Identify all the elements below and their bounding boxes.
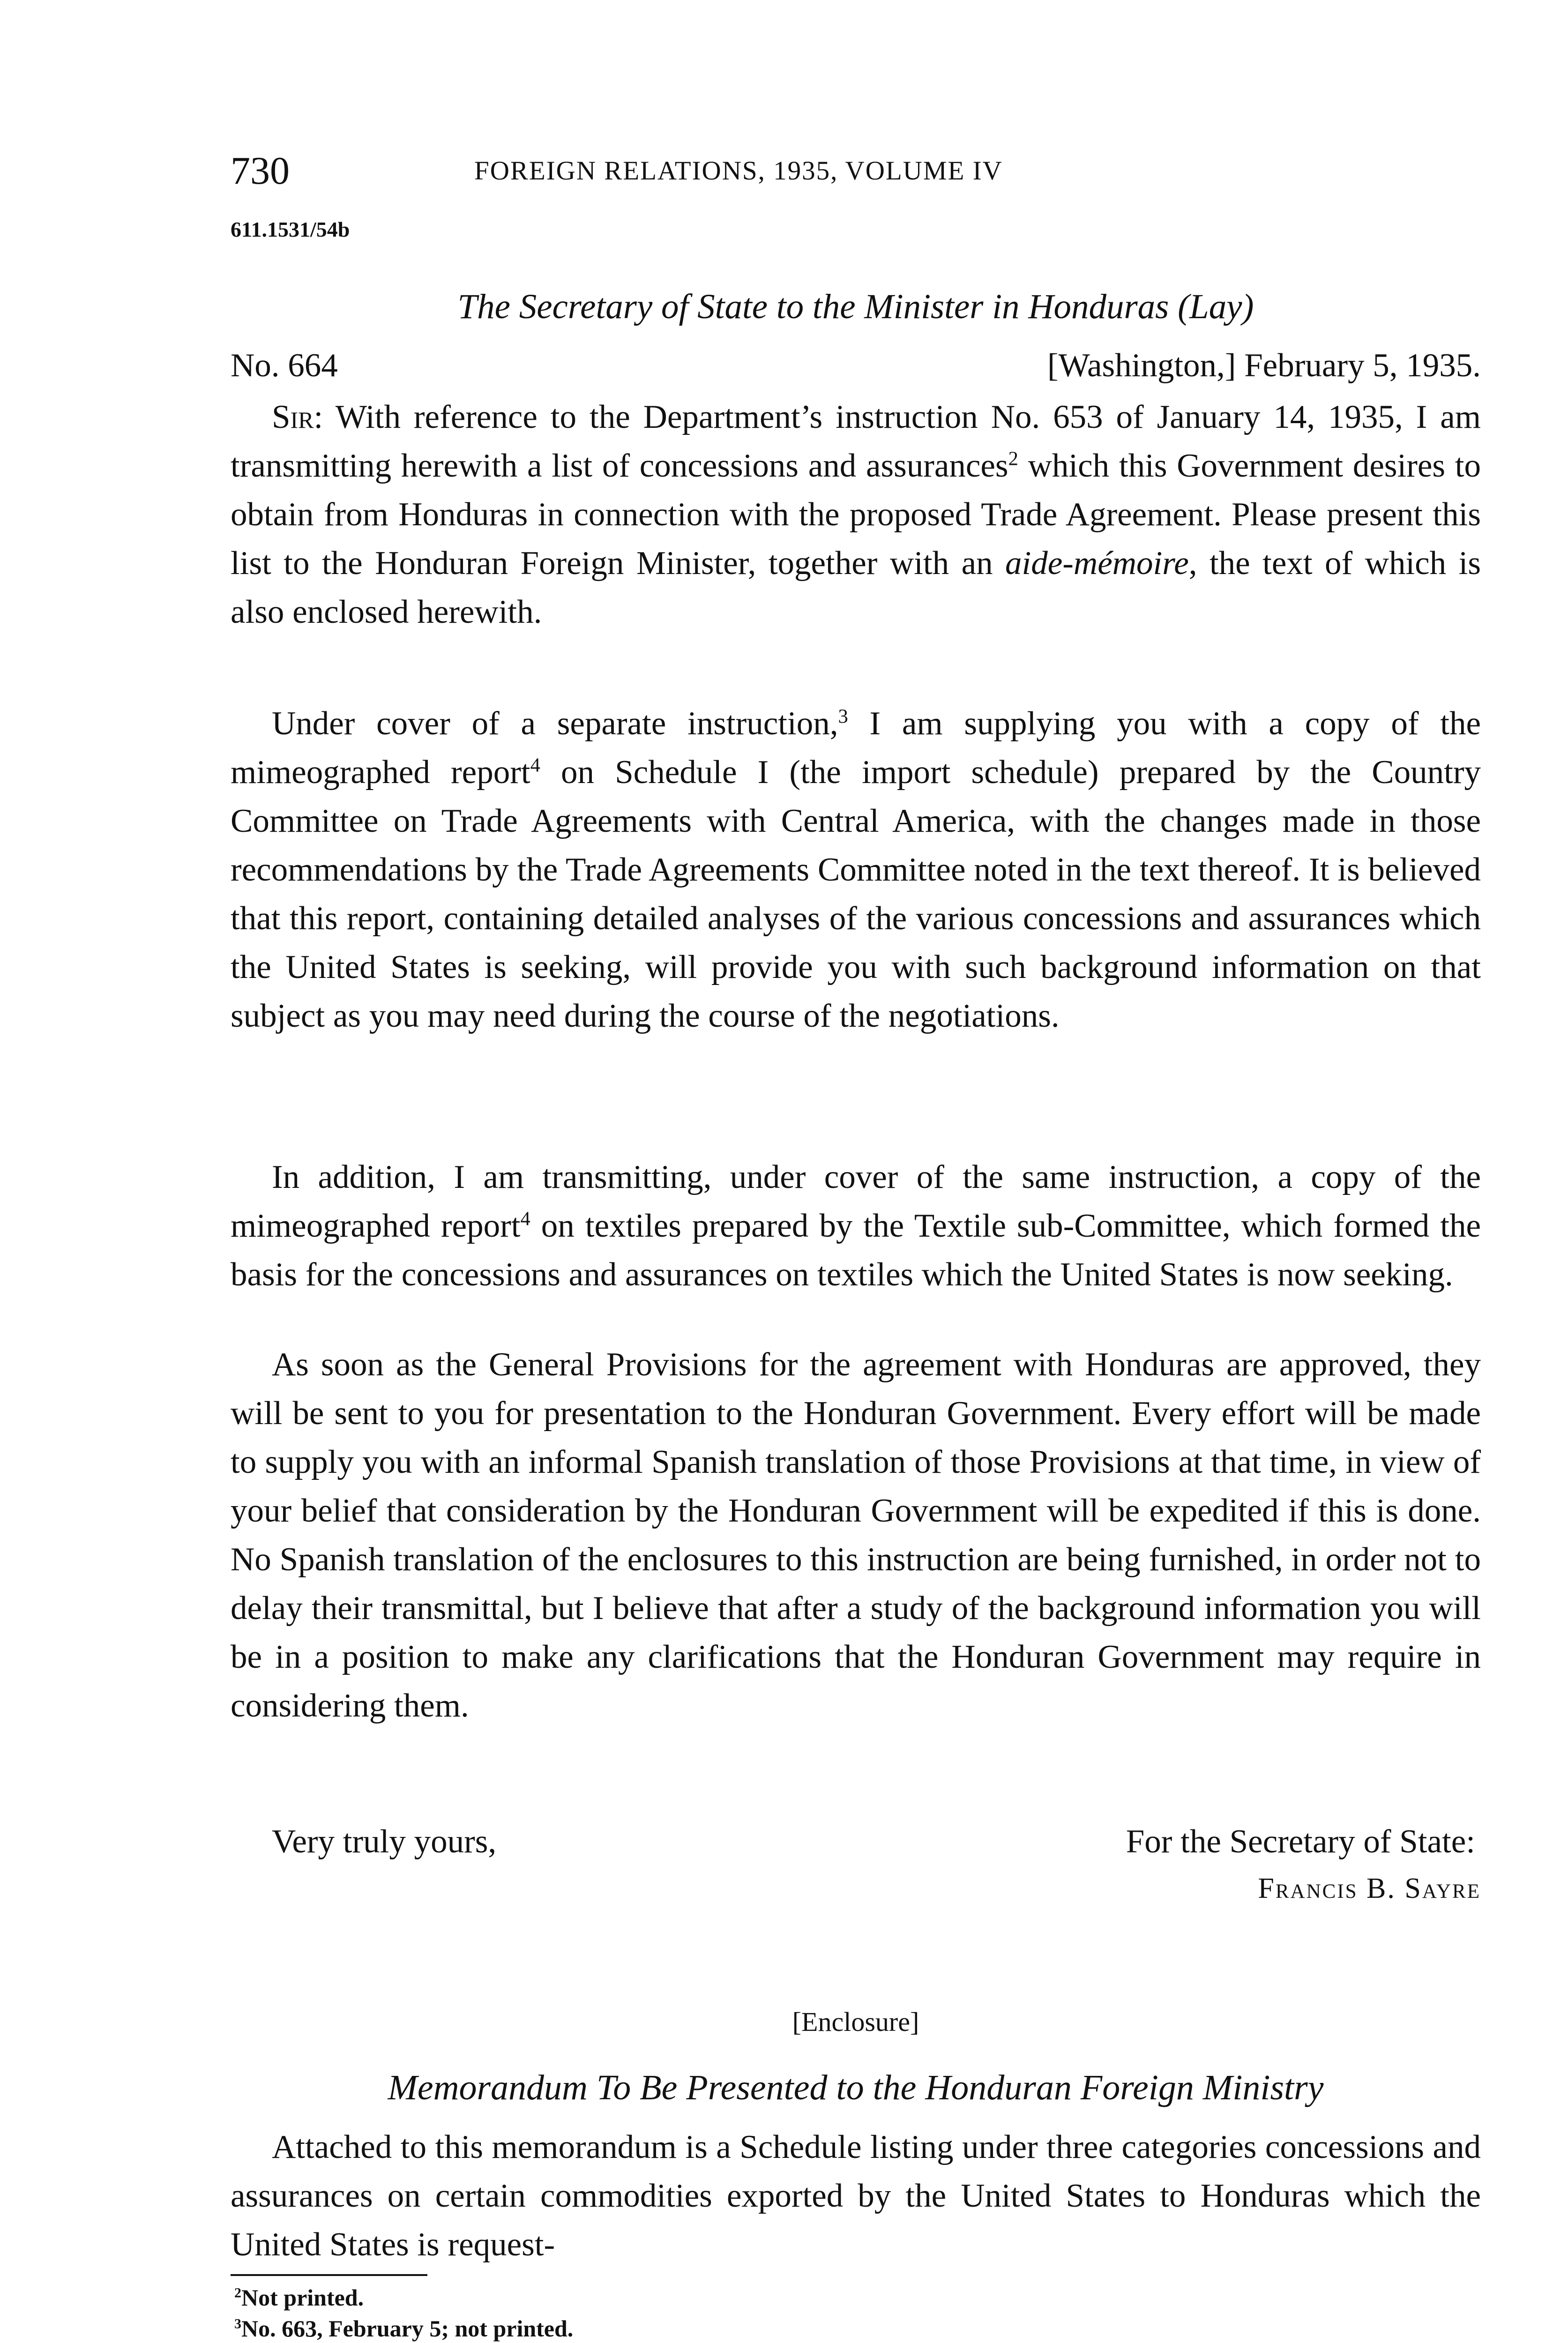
footnote-marker: 3 (234, 2316, 241, 2332)
footnote-ref: 4 (530, 754, 540, 776)
salutation: Sir: (272, 399, 323, 435)
footnote-ref: 3 (838, 705, 848, 728)
paragraph-text: As soon as the General Provisions for the agreement with Honduras are approved, they will be sent to you for presentation to the Honduran Government. Every effort will be made to supply you with an informal Spanish translation of those Provisions at that time, in view of your belief that consideration by the Honduran Government will be expedited if this is done. No Spanish translation of the enclosures to this instruction are being furnished, in order not to delay their transmittal, but I believe that after a study of the background information you will be in a position to make any clarifications that the Honduran Government may require in considering them. (231, 1346, 1481, 1724)
page-number: 730 (231, 149, 290, 193)
footnote-ref: 4 (520, 1208, 530, 1230)
paragraph-text: on textiles prepared by the Textile sub-Committee, which formed the basis for the concessions and assurances on textiles which the United States is now seeking. (231, 1208, 1481, 1293)
footnote-ref: 2 (1008, 448, 1018, 470)
complimentary-close: Very truly yours, (272, 1823, 497, 1860)
paragraph-1 (231, 393, 1481, 636)
paragraph-text: which this Government desires to obtain from Honduras in connection with the proposed Trade Agreement. Please present this list to the Honduran Foreign Minister, together with an (231, 448, 1481, 582)
footnote-text: No. 663, February 5; not printed. (241, 2315, 574, 2342)
instruction-number: No. 664 (231, 347, 338, 384)
paragraph-text: Under cover of a separate instruction, (272, 705, 838, 742)
signature-line: For the Secretary of State: (1126, 1823, 1475, 1860)
memo-paragraph (231, 2123, 1481, 2269)
enclosure-label: [Enclosure] (792, 2007, 919, 2037)
document-heading: The Secretary of State to the Minister in Honduras (Lay) (457, 287, 1254, 326)
place-date: [Washington,] February 5, 1935. (1047, 347, 1481, 384)
footnote-text: Not printed. (241, 2284, 364, 2311)
paragraph-4 (231, 1340, 1481, 1730)
paragraph-text: I am supplying you with a copy of the mimeographed report (231, 705, 1481, 791)
footnote-marker: 2 (234, 2285, 241, 2301)
paragraph-2 (231, 699, 1481, 1040)
italic-term: aide-mémoire (1005, 545, 1189, 582)
paragraph-text: on Schedule I (the import schedule) prepared by the Country Committee on Trade Agreements with Central America, with the changes made in those recommendations by the Trade Agreements Committee noted in the text thereof. It is believed that this report, containing detailed analyses of the various concessions and assurances which the United States is seeking, will provide you with such background information on that subject as you may need during the course of the negotiations. (231, 754, 1481, 1034)
signer-name: Francis B. Sayre (1258, 1873, 1481, 1904)
footnote (231, 2282, 1481, 2313)
footnote-rule (231, 2274, 427, 2276)
memo-title: Memorandum To Be Presented to the Honduran Foreign Ministry (388, 2068, 1324, 2107)
paragraph-3 (231, 1153, 1481, 1299)
paragraph-text: Attached to this memorandum is a Schedule listing under three categories concessions and assurances on certain commodities exported by the United States to Honduras which the United States is request- (231, 2129, 1481, 2263)
paragraph-text: , the text of which is also enclosed herewith. (231, 545, 1481, 630)
document-meta (231, 342, 1481, 389)
paragraph-text: With reference to the Department’s instruction No. 653 of January 14, 1935, I am transmitting herewith a list of concessions and assurances (231, 399, 1481, 484)
footnotes (231, 2282, 1481, 2343)
footnote (231, 2313, 1481, 2343)
closing (231, 1818, 1481, 1865)
paragraph-text: In addition, I am transmitting, under cover of the same instruction, a copy of the mimeographed report (231, 1159, 1481, 1244)
file-number: 611.1531/54b (231, 217, 350, 241)
running-head (231, 141, 1481, 201)
running-title: FOREIGN RELATIONS, 1935, VOLUME IV (474, 156, 1003, 186)
